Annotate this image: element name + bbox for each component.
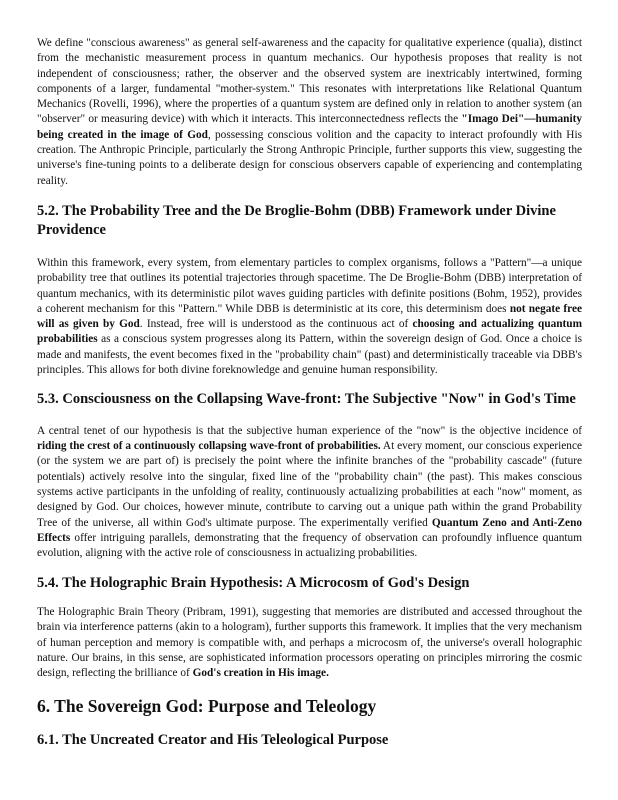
text-run: , possessing conscious volition and the capacity to interact profoundly with His creation. The Anthropic Principle, particularly the Strong Anthropic Principle, further supports this view, suggesting the universe's fine-tuning points to a deliberate design for conscious observers capable of experiencing and contemplating reality.	[37, 128, 583, 187]
bold-zeno-effects: Quantum Zeno and Anti-Zeno Effects	[37, 516, 582, 544]
text-run: The Holographic Brain Theory (Pribram, 1991), suggesting that memories are distributed and accessed throughout the brain via interference patterns (akin to a hologram), further supports this framework. It implies that the very mechanism of human perception and memory is compatible with, and perhaps a microcosm of, the universe's overall holographic nature. Our brains, in this sense, are sophisticated information processors operating on principles mirroring the cosmic design, reflecting the brilliance of	[37, 606, 582, 680]
paragraph-wave-front	[37, 424, 582, 562]
bold-gods-creation: God's creation in His image.	[192, 667, 329, 680]
heading-5-2: 5.2. The Probability Tree and the De Broglie-Bohm (DBB) Framework under Divine Providence	[37, 202, 556, 239]
bold-free-will: not negate free will as given by God	[37, 302, 582, 331]
bold-choosing-probabilities: choosing and actualizing quantum probabilities	[37, 318, 582, 346]
heading-6-1: 6.1. The Uncreated Creator and His Teleological Purpose	[37, 731, 389, 748]
bold-riding-crest: riding the crest of a continuously collapsing wave-front of probabilities.	[37, 440, 381, 453]
text-run: offer intriguing parallels, demonstrating that the frequency of observation can profoundly influence quantum evolution, aligning with the active role of consciousness in actualizing probabilities.	[37, 531, 582, 560]
heading-6: 6. The Sovereign God: Purpose and Teleology	[37, 695, 377, 716]
heading-5-4: 5.4. The Holographic Brain Hypothesis: A Microcosm of God's Design	[37, 574, 470, 591]
text-run: as a conscious system progresses along its Pattern, within the sovereign design of God. Once a choice is made and manifests, the event becomes fixed in the "probability chain" (past) and deterministically traceable via DBB's principles. This allows for both divine foreknowledge and genuine human responsibility.	[37, 333, 582, 377]
bold-imago-dei: "Imago Dei"—humanity being created in the image of God	[37, 113, 583, 141]
heading-5-3: 5.3. Consciousness on the Collapsing Wave-front: The Subjective "Now" in God's Time	[37, 391, 576, 408]
text-run: Within this framework, every system, from elementary particles to complex organisms, follows a "Pattern"—a unique probability tree that outlines its potential trajectories through spacetime. The De Broglie-Bohm (DBB) interpretation of quantum mechanics, with its deterministic pilot waves guiding particles with definite positions (Bohm, 1952), provides a coherent mechanism for this "Pattern." While DBB is deterministic at its core, this determinism does	[37, 256, 582, 315]
paragraph-probability-tree	[37, 256, 582, 378]
text-run: . Instead, free will is understood as the continuous act of	[139, 318, 413, 331]
paragraph-conscious-awareness	[37, 36, 582, 189]
paragraph-holographic-brain	[37, 605, 582, 681]
text-run: At every moment, our conscious experience (or the system we are part of) is precisely the point where the infinite branches of the "probability cascade" (future potentials) actively resolve into the singular, fixed line of the "probability chain" (the past). This makes conscious systems active participants in the unfolding of reality, continuously actualizing probabilities at each "now" moment, as designed by God. Our choices, however minute, contribute to carving out a unique path within the grand Probability Tree of the universe, all within God's ultimate purpose. The experimentally verified	[37, 440, 582, 529]
text-run: A central tenet of our hypothesis is that the subjective human experience of the "now" is the objective incidence of	[37, 424, 582, 437]
text-run: We define "conscious awareness" as general self-awareness and the capacity for qualitative experience (qualia), distinct from the mechanistic measurement process in quantum mechanics. Our hypothesis proposes that reality is not independent of consciousness; rather, the observer and the observed system are inextricably intertwined, forming components of a larger, fundamental "mother-system." This resonates with interpretations like Relational Quantum Mechanics (Rovelli, 1996), where the properties of a quantum system are defined only in relation to another system (an "observer" or measuring device) with which it interacts. This interconnectedness reflects the	[37, 37, 582, 126]
